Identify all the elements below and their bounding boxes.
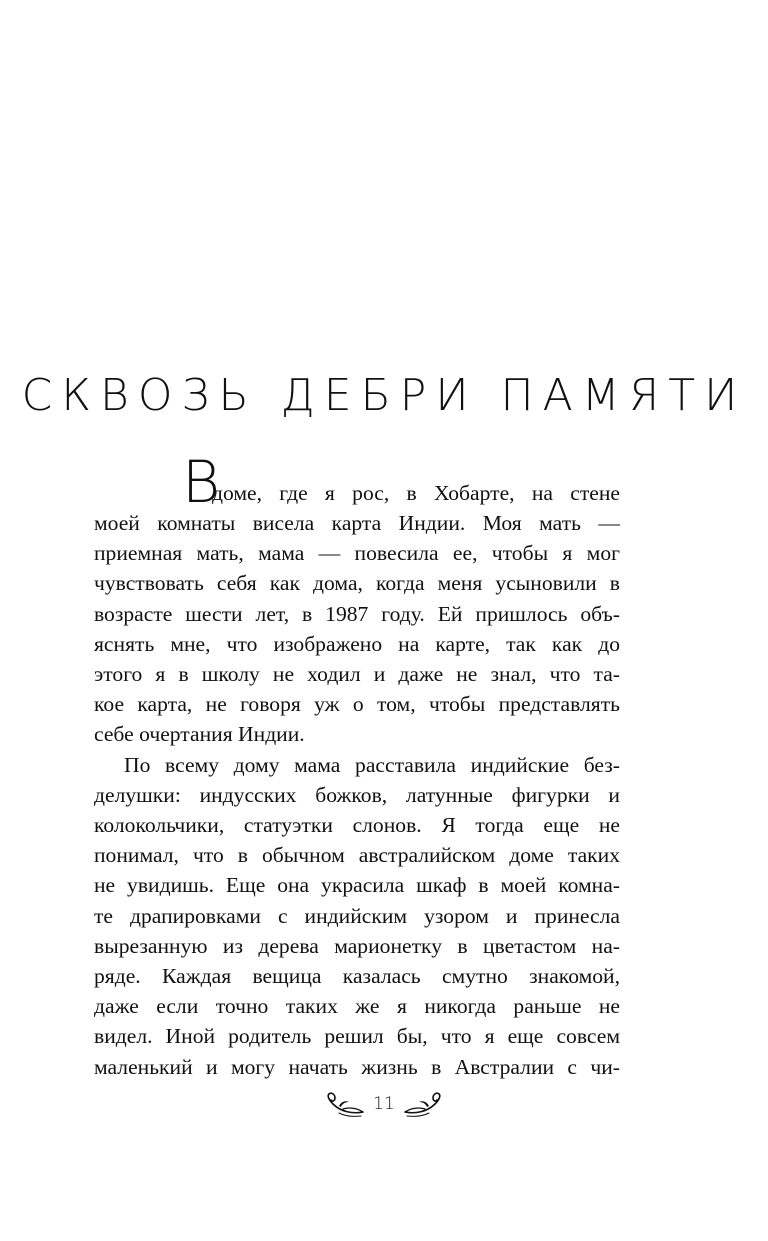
text-line: делушки: индусских божков, латунные фигурки и <box>94 782 620 807</box>
text-line: яснять мне, что изображено на карте, так как до <box>94 631 620 656</box>
text-line: приемная мать, мама — повесила ее, чтобы я мог <box>94 541 620 566</box>
text-line: видел. Иной родитель решил бы, что я еще совсем <box>94 1024 620 1049</box>
right-flourish-icon <box>403 1090 445 1118</box>
text-line: те драпировками с индийским узором и принесла <box>94 903 620 928</box>
text-line: моей комнаты висела карта Индии. Моя мать — <box>94 511 620 535</box>
page-number: 11 <box>373 1094 395 1114</box>
text-line: этого я в школу не ходил и даже не знал, что та- <box>94 662 620 687</box>
text-line: доме, где я рос, в Хобарте, на стене <box>212 480 620 505</box>
text-line: возрасте шести лет, в 1987 году. Ей пришлось объ- <box>94 601 620 626</box>
chapter-title-text: СКВОЗЬ ДЕБРИ ПАМЯТИ <box>21 370 747 421</box>
text-line: колокольчики, статуэтки слонов. Я тогда еще не <box>94 813 620 838</box>
text-line: понимал, что в обычном австралийском доме таких <box>94 843 620 868</box>
text-line: ряде. Каждая вещица казалась смутно знакомой, <box>94 964 620 989</box>
drop-cap: В <box>182 448 220 516</box>
text-line: кое карта, не говоря уж о том, чтобы представлять <box>94 692 620 717</box>
text-line: маленький и могу начать жизнь в Австралии с чи- <box>94 1054 620 1079</box>
paragraph-1 <box>94 448 620 750</box>
text-line: вырезанную из дерева марионетку в цветастом на- <box>94 933 620 958</box>
first-line <box>94 448 620 516</box>
page-footer <box>0 1090 768 1118</box>
text-line: По всему дому мама расставила индийские без- <box>124 752 620 777</box>
left-flourish-icon <box>323 1090 365 1118</box>
chapter-title <box>0 368 768 424</box>
paragraph-2 <box>94 750 620 1082</box>
body-text <box>94 448 620 1082</box>
text-line: даже если точно таких же я никогда раньше не <box>94 994 620 1019</box>
text-line: себе очертания Индии. <box>94 722 305 747</box>
text-line: чувствовать себя как дома, когда меня усыновили в <box>94 571 620 596</box>
text-line: не увидишь. Еще она украсила шкаф в моей комна- <box>94 873 620 898</box>
